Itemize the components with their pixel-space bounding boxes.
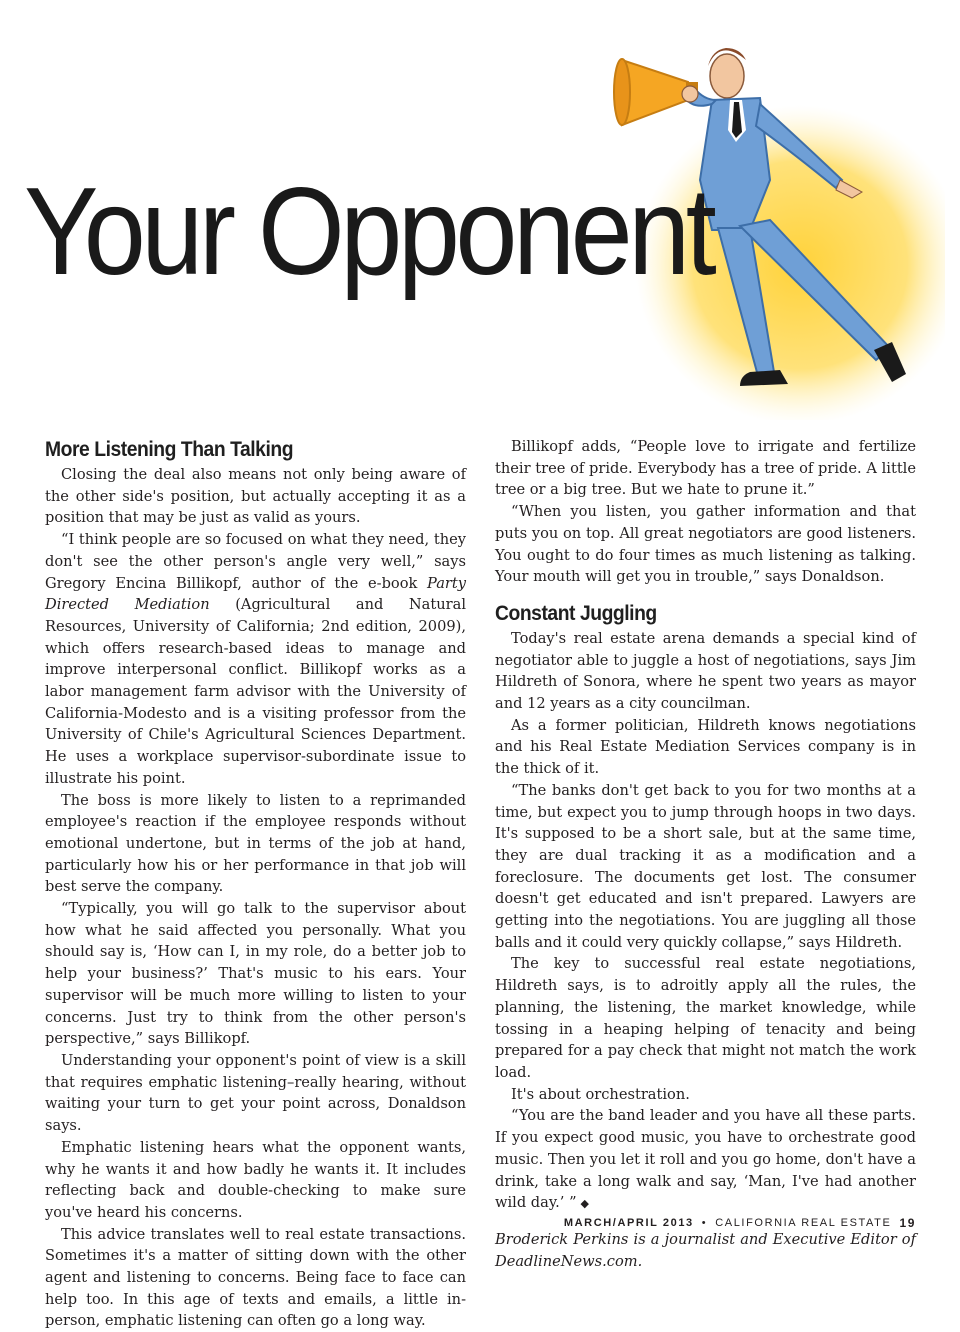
bullet-separator: • bbox=[701, 1217, 708, 1229]
paragraph bbox=[495, 1105, 916, 1215]
paragraph: The key to successful real estate negotiations, Hildreth says, is to adroitly apply all the rules, the planning, the listening, the market knowledge, while tossing in a heaping helping of tenacity and being prepared for a pay check that might not match the work load. bbox=[495, 955, 916, 1081]
paragraph: This advice translates well to real estate transactions. Sometimes it's a matter of sitting down with the other agent and listening to concerns. Being face to face can help too. In this age of texts and emails, a little in-person, emphatic listening can often go a long way. bbox=[45, 1225, 466, 1330]
section-heading-juggling: Constant Juggling bbox=[495, 601, 657, 625]
paragraph: It's about orchestration. bbox=[511, 1085, 690, 1103]
issue-date: MARCH/APRIL 2013 bbox=[563, 1217, 694, 1229]
paragraph-text: (Agricultural and Natural Resources, University of California; 2nd edition, 2009), which offers research-based ideas to manage and improve interpersonal conflict. Billikopf works as a labor management farm advisor with the University of California-Modesto and is a visiting professor from the University of Chile's Agricultural Sciences Department. He uses a workplace supervisor-subordinate issue to illustrate his point. bbox=[45, 596, 466, 787]
publication-name: CALIFORNIA REAL ESTATE bbox=[715, 1217, 892, 1229]
end-mark-icon: ◆ bbox=[580, 1197, 590, 1211]
paragraph: Billikopf adds, “People love to irrigate and fertilize their tree of pride. Everybody has a tree of pride. A little tree or a big tree. But we hate to prune it.” bbox=[495, 438, 916, 499]
page-number: 19 bbox=[899, 1216, 916, 1230]
paragraph: Emphatic listening hears what the opponent wants, why he wants it and how badly he wants it. It includes reflecting back and double-checking to make sure you've heard his concerns. bbox=[45, 1138, 466, 1221]
paragraph: “Typically, you will go talk to the supervisor about how what he said affected you personally. What you should say is, ‘How can I, in my role, do a better job to help your business?’ That's music to his ears. Your supervisor will be much more willing to listen to your concerns. Just try to think from the other person's perspective,” says Billikopf. bbox=[45, 900, 466, 1048]
paragraph: “The banks don't get back to you for two months at a time, but expect you to jump through hoops in two days. It's supposed to be a short sale, but at the same time, they are dual tracking it as a modification and a foreclosure. The documents get lost. The consumer doesn't get educated and isn't prepared. Lawyers are getting into the negotiations. You are juggling all those balls and it could very quickly collapse,” says Hildreth. bbox=[495, 781, 916, 951]
paragraph: As a former politician, Hildreth knows negotiations and his Real Estate Mediation Services company is in the thick of it. bbox=[495, 716, 916, 778]
paragraph: Closing the deal also means not only being aware of the other side's position, but actually accepting it as a position that may be just as valid as yours. bbox=[45, 466, 466, 527]
book-title: Party Directed Mediation bbox=[45, 574, 466, 614]
paragraph: Understanding your opponent's point of view is a skill that requires emphatic listening–really hearing, without waiting your turn to get your point across, Donaldson says. bbox=[45, 1051, 466, 1135]
paragraph bbox=[45, 529, 466, 789]
section-heading-listening: More Listening Than Talking bbox=[45, 438, 294, 461]
author-bio: Broderick Perkins is a journalist and Executive Editor of DeadlineNews.com. bbox=[495, 1230, 916, 1270]
paragraph: The boss is more likely to listen to a reprimanded employee's reaction if the employee responds without emotional undertone, but in terms of the job at hand, particularly how his or her performance in that job will best serve the company. bbox=[45, 791, 466, 896]
paragraph: Today's real estate arena demands a special kind of negotiator able to juggle a host of negotiations, says Jim Hildreth of Sonora, where he spent two years as mayor and 12 years as a city councilman. bbox=[495, 629, 916, 713]
paragraph: “When you listen, you gather information and that puts you on top. All great negotiators are good listeners. You ought to do four times as much listening as talking. Your mouth will get you in trouble,” says Donaldson. bbox=[495, 503, 916, 586]
left-column bbox=[45, 436, 466, 1332]
page-footer bbox=[564, 1216, 916, 1230]
article-title: Your Opponent bbox=[24, 163, 713, 301]
right-column bbox=[495, 436, 916, 1272]
paragraph-text: “I think people are so focused on what they need, they don't see the other person's angle very well,” says Gregory Encina Billikopf, author of the e-book bbox=[45, 531, 466, 592]
paragraph-text: “You are the band leader and you have all these parts. If you expect good music, you have to orchestrate good music. Then you let it roll and you go home, don't have a drink, take a long walk and say, ‘Man, I've had another wild day.’ ” bbox=[495, 1107, 916, 1212]
